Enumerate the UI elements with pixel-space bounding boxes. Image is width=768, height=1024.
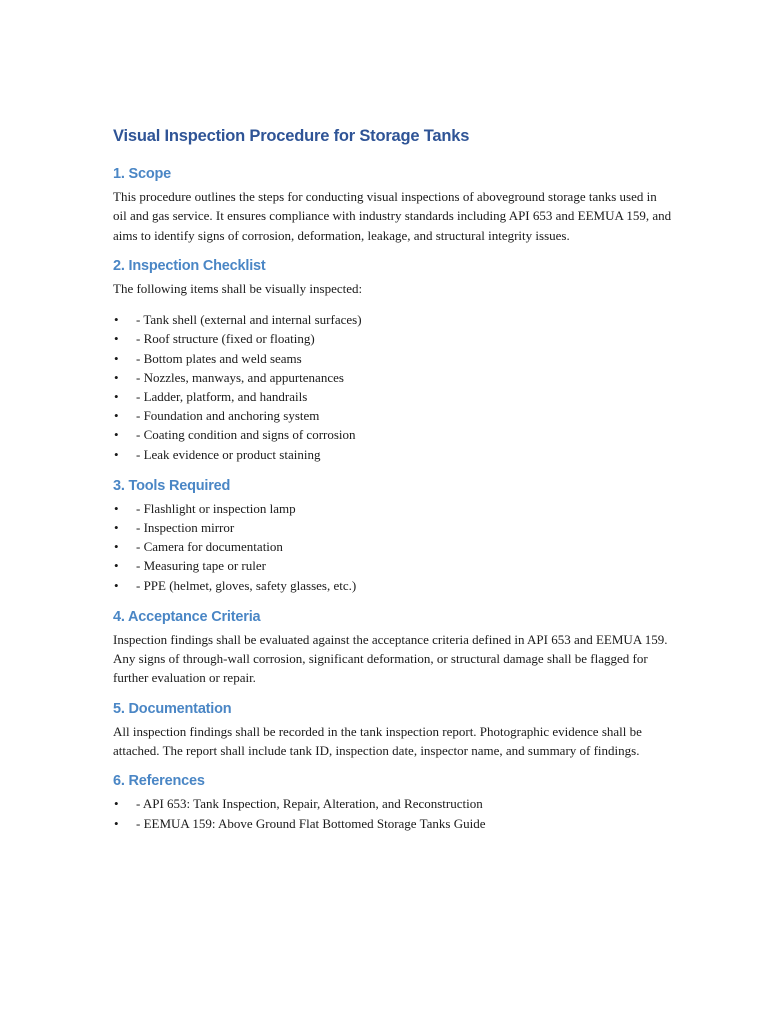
section-heading-checklist: 2. Inspection Checklist	[113, 257, 266, 274]
list-item	[113, 425, 673, 444]
list-item-text: - Camera for documentation	[136, 539, 283, 555]
document-page	[113, 124, 673, 844]
bullet-icon: •	[114, 815, 119, 831]
section-acceptance-criteria	[113, 606, 673, 688]
list-item	[113, 576, 673, 595]
document-title: Visual Inspection Procedure for Storage Tanks	[113, 127, 470, 145]
bullet-icon: •	[114, 558, 119, 574]
list-item-text: - Roof structure (fixed or floating)	[136, 331, 315, 347]
bullet-icon: •	[114, 520, 119, 536]
section-tools-required	[113, 475, 673, 595]
checklist-list	[113, 310, 673, 464]
list-item	[113, 537, 673, 556]
bullet-icon: •	[114, 369, 119, 385]
list-item	[113, 368, 673, 387]
list-item-text: - PPE (helmet, gloves, safety glasses, etc.)	[136, 577, 357, 593]
list-item	[113, 349, 673, 368]
section-heading-tools: 3. Tools Required	[113, 477, 231, 494]
list-item-text: - Ladder, platform, and handrails	[136, 389, 308, 404]
list-item	[113, 794, 673, 813]
list-item-text: - Flashlight or inspection lamp	[136, 500, 296, 516]
scope-paragraph: This procedure outlines the steps for conducting visual inspections of aboveground storage tanks used in oil and gas service. It ensures compliance with industry standards including API 653 and EEMUA 159, and aims to identify signs of corrosion, deformation, leakage, and structural integrity issues.	[113, 189, 672, 243]
list-item	[113, 329, 673, 348]
bullet-icon: •	[114, 539, 119, 555]
section-heading-documentation: 5. Documentation	[113, 700, 232, 717]
list-item-text: - EEMUA 159: Above Ground Flat Bottomed Storage Tanks Guide	[136, 815, 486, 831]
tools-list	[113, 499, 673, 595]
bullet-icon: •	[114, 389, 119, 404]
list-item-text: - Coating condition and signs of corrosion	[136, 427, 356, 443]
bullet-icon: •	[114, 796, 119, 812]
bullet-icon: •	[114, 350, 119, 366]
list-item-text: - Tank shell (external and internal surfaces)	[136, 312, 362, 328]
list-item	[113, 814, 673, 833]
list-item	[113, 387, 673, 406]
list-item-text: - Nozzles, manways, and appurtenances	[136, 369, 344, 385]
bullet-icon: •	[114, 577, 119, 593]
list-item-text: - Measuring tape or ruler	[136, 558, 266, 574]
section-heading-references: 6. References	[113, 773, 205, 790]
bullet-icon: •	[114, 500, 119, 516]
section-inspection-checklist	[113, 255, 673, 464]
section-heading-acceptance: 4. Acceptance Criteria	[113, 608, 261, 625]
bullet-icon: •	[114, 446, 119, 462]
section-heading-scope: 1. Scope	[113, 166, 172, 182]
acceptance-paragraph: Inspection findings shall be evaluated against the acceptance criteria defined in API 653 and EEMUA 159. Any signs of through-wall corrosion, significant deformation, or structural damage shall be flagged for further evaluation or repair.	[113, 631, 668, 686]
list-item	[113, 518, 673, 537]
references-list	[113, 794, 673, 832]
list-item-text: - Leak evidence or product staining	[136, 446, 321, 462]
section-documentation	[113, 698, 673, 761]
list-item-text: - API 653: Tank Inspection, Repair, Alteration, and Reconstruction	[136, 796, 483, 812]
list-item	[113, 310, 673, 329]
list-item-text: - Bottom plates and weld seams	[136, 350, 302, 366]
documentation-paragraph: All inspection findings shall be recorded in the tank inspection report. Photographic evidence shall be attached. The report shall include tank ID, inspection date, inspector name, and summary of findings.	[113, 723, 642, 759]
list-item	[113, 445, 673, 464]
list-item	[113, 499, 673, 518]
list-item	[113, 406, 673, 425]
list-item	[113, 556, 673, 575]
list-item-text: - Inspection mirror	[136, 520, 235, 536]
section-scope	[113, 163, 673, 245]
section-references	[113, 770, 673, 832]
bullet-icon: •	[114, 427, 119, 443]
list-item-text: - Foundation and anchoring system	[136, 408, 320, 424]
checklist-intro: The following items shall be visually inspected:	[113, 280, 363, 296]
bullet-icon: •	[114, 312, 119, 328]
bullet-icon: •	[114, 408, 119, 424]
bullet-icon: •	[114, 331, 119, 347]
